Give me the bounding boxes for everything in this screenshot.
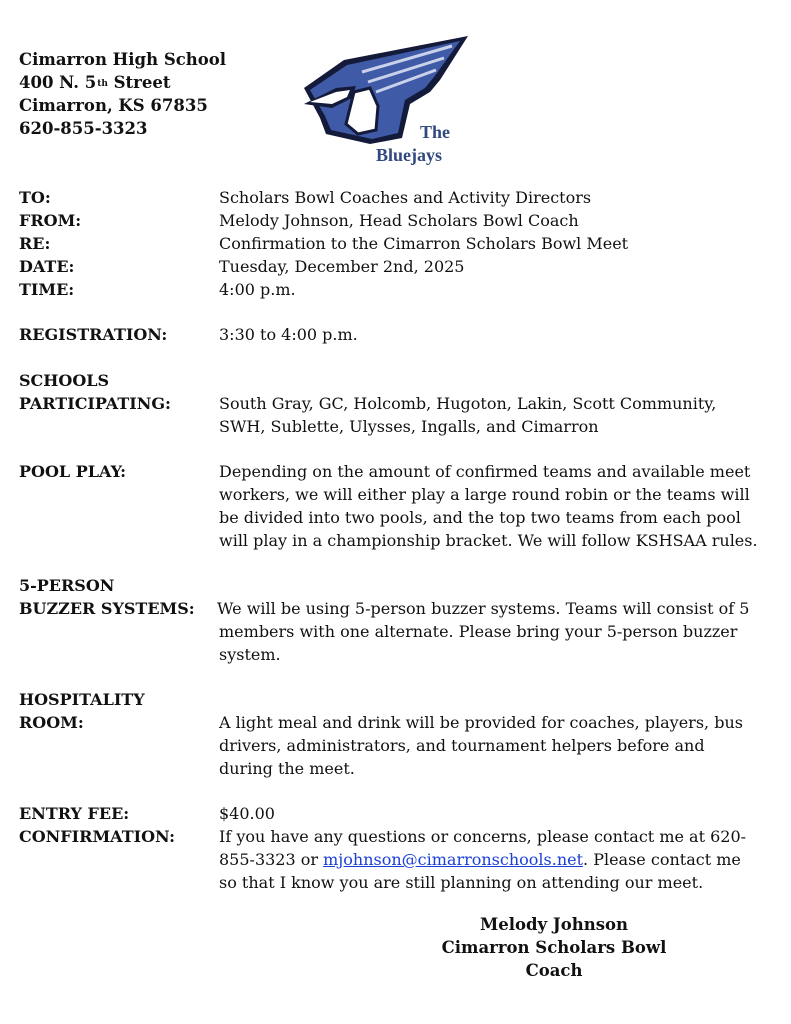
schools-label-line2: PARTICIPATING: (19, 394, 171, 413)
logo-text-bluejays: Bluejays (376, 145, 443, 165)
school-name: Cimarron High School (19, 50, 227, 69)
street-name: Street (107, 73, 171, 92)
confirmation-line (219, 848, 779, 871)
pool-play-label: POOL PLAY: (19, 462, 126, 481)
confirmation-line: so that I know you are still planning on attending our meet. (219, 873, 704, 892)
hospitality-line: during the meet. (219, 759, 355, 778)
entry-fee-label: ENTRY FEE: (19, 804, 130, 823)
from-value: Melody Johnson, Head Scholars Bowl Coach (219, 211, 579, 230)
entry-fee-value: $40.00 (219, 804, 275, 823)
signature-block (418, 913, 690, 982)
buzzer-line: system. (219, 645, 281, 664)
school-address-block (19, 48, 226, 140)
email-link[interactable]: mjohnson@cimarronschools.net (323, 850, 584, 869)
hospitality-value (219, 711, 779, 780)
schools-value-line1: South Gray, GC, Holcomb, Hugoton, Lakin, Scott Community, (219, 394, 717, 413)
buzzer-line: We will be using 5-person buzzer systems. Teams will consist of 5 (217, 599, 750, 618)
from-label: FROM: (19, 211, 82, 230)
time-label: TIME: (19, 280, 75, 299)
hospitality-line: drivers, administrators, and tournament helpers before and (219, 736, 705, 755)
confirmation-text: . Please contact me (583, 850, 741, 869)
re-label: RE: (19, 234, 51, 253)
schools-label (19, 369, 219, 415)
confirmation-line: If you have any questions or concerns, please contact me at 620- (219, 827, 747, 846)
hospitality-label (19, 688, 219, 734)
street-number: 400 N. 5 (19, 73, 97, 92)
confirmation-value (219, 825, 779, 894)
schools-value-line2: SWH, Sublette, Ulysses, Ingalls, and Cimarron (219, 417, 599, 436)
date-value: Tuesday, December 2nd, 2025 (219, 257, 465, 276)
time-value: 4:00 p.m. (219, 280, 296, 299)
pool-play-line: be divided into two pools, and the top two teams from each pool (219, 508, 741, 527)
pool-play-line: workers, we will either play a large round robin or the teams will (219, 485, 750, 504)
buzzer-label (19, 574, 219, 620)
pool-play-line: Depending on the amount of confirmed teams and available meet (219, 462, 751, 481)
schools-label-line1: SCHOOLS (19, 371, 110, 390)
school-street (19, 71, 226, 94)
to-label: TO: (19, 188, 51, 207)
re-value: Confirmation to the Cimarron Scholars Bowl Meet (219, 234, 629, 253)
confirmation-label: CONFIRMATION: (19, 827, 175, 846)
schools-value (219, 392, 779, 438)
signature-name: Melody Johnson (479, 915, 628, 934)
registration-value: 3:30 to 4:00 p.m. (219, 325, 358, 344)
signature-title: Cimarron Scholars Bowl Coach (441, 938, 667, 980)
logo-text-the: The (420, 122, 451, 142)
to-value: Scholars Bowl Coaches and Activity Directors (219, 188, 592, 207)
hospitality-label-line1: HOSPITALITY (19, 690, 145, 709)
buzzer-line: members with one alternate. Please bring your 5-person buzzer (219, 622, 738, 641)
confirmation-phone-text: 855-3323 or (219, 850, 324, 869)
school-city: Cimarron, KS 67835 (19, 96, 208, 115)
hospitality-label-line2: ROOM: (19, 713, 84, 732)
pool-play-value (219, 460, 779, 552)
pool-play-line: will play in a championship bracket. We will follow KSHSAA rules. (219, 531, 758, 550)
buzzer-label-line2: BUZZER SYSTEMS: (19, 599, 195, 618)
buzzer-label-line1: 5-PERSON (19, 576, 115, 595)
buzzer-value (219, 597, 779, 666)
date-label: DATE: (19, 257, 75, 276)
hospitality-line: A light meal and drink will be provided for coaches, players, bus (219, 713, 743, 732)
street-ordinal: th (97, 79, 108, 89)
registration-label: REGISTRATION: (19, 325, 168, 344)
bluejays-logo (292, 30, 472, 170)
school-phone: 620-855-3323 (19, 119, 148, 138)
